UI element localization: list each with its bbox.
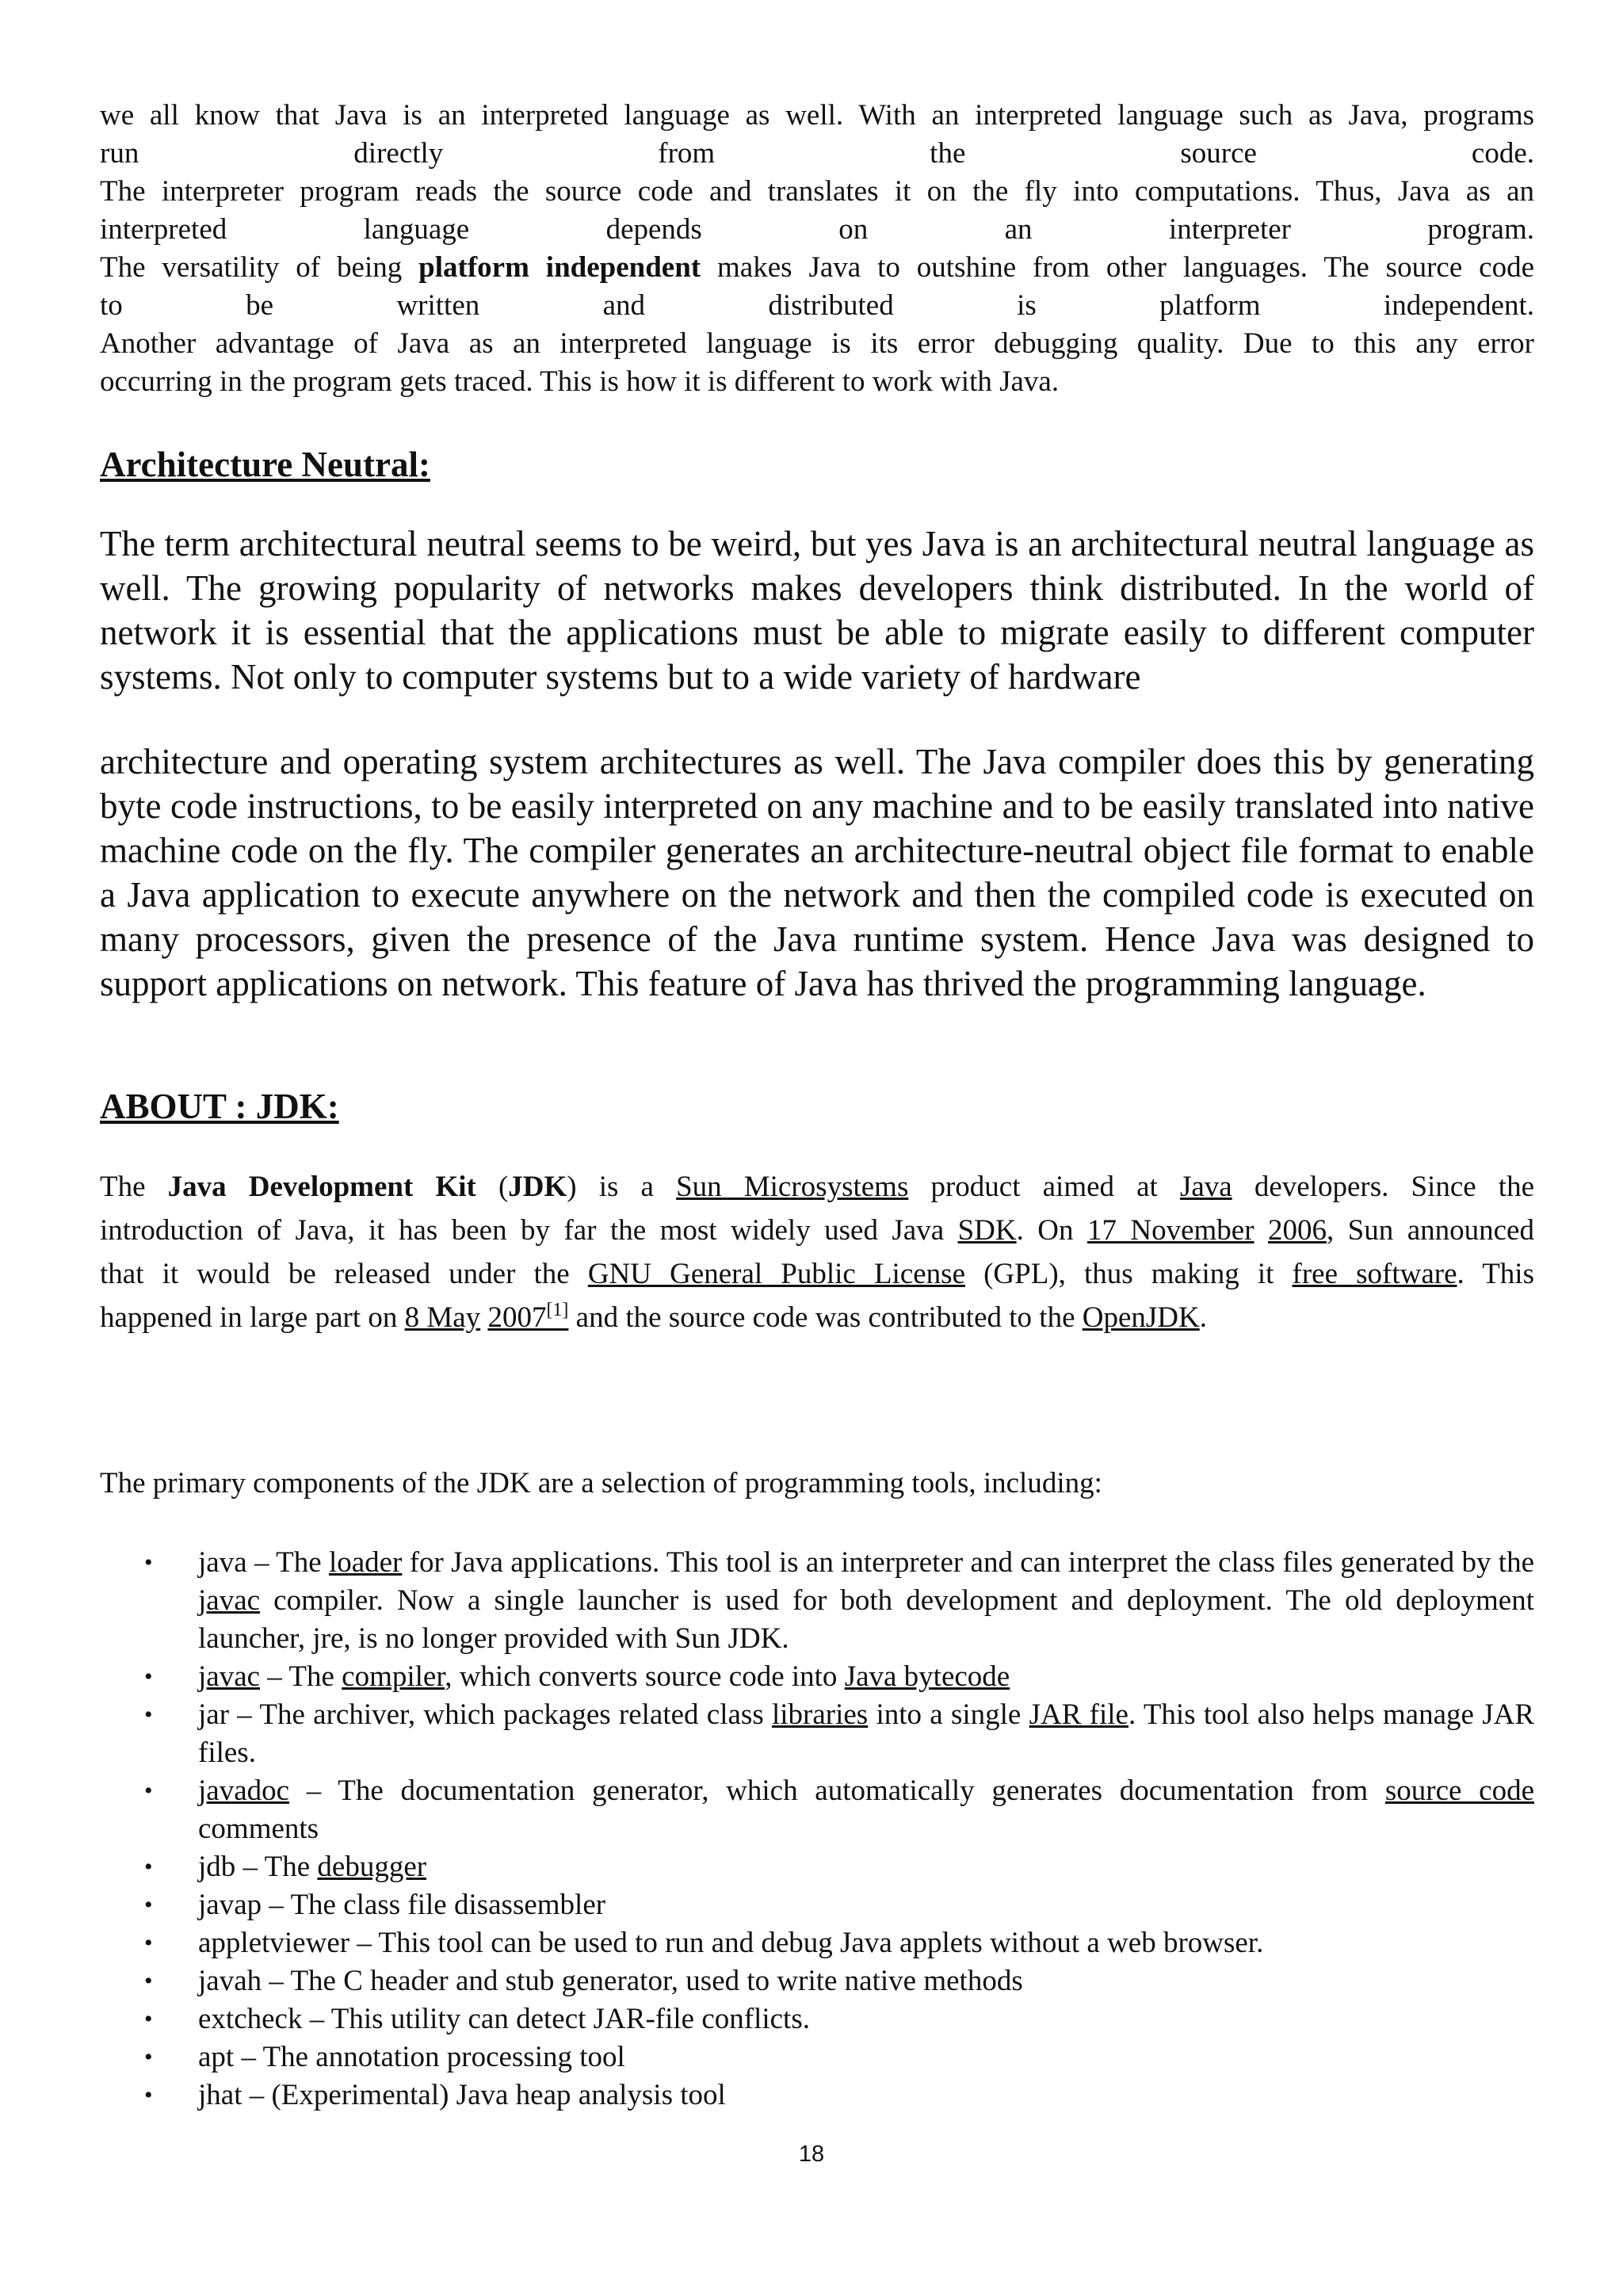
item-text: java – The bbox=[198, 1546, 329, 1579]
item-text: javah – The C header and stub generator, used to write native methods bbox=[198, 1965, 1023, 1997]
jdk-text: and the source code was contributed to the bbox=[568, 1301, 1083, 1334]
javac-link[interactable]: javac bbox=[198, 1584, 261, 1617]
jdk-text: . bbox=[1199, 1301, 1207, 1334]
jdk-bold-abbr: JDK bbox=[508, 1171, 567, 1203]
java-bytecode-link[interactable]: Java bytecode bbox=[844, 1660, 1010, 1693]
item-text: apt – The annotation processing tool bbox=[198, 2041, 625, 2073]
primary-components-text: The primary components of the JDK are a selection of programming tools, including: bbox=[100, 1467, 1102, 1499]
list-item-extcheck bbox=[100, 2000, 1534, 2038]
sun-microsystems-link[interactable]: Sun Microsystems bbox=[676, 1171, 909, 1203]
javadoc-link[interactable]: javadoc bbox=[198, 1775, 290, 1807]
intro-line-6: to be written and distributed is platform independent. bbox=[100, 289, 1534, 322]
bullet-icon: • bbox=[144, 1968, 153, 1994]
item-text: – The documentation generator, which automatically generates documentation from bbox=[289, 1775, 1385, 1807]
jdk-line-3 bbox=[100, 1252, 1534, 1296]
sdk-link[interactable]: SDK bbox=[957, 1214, 1017, 1247]
jdk-text: (GPL), thus making it bbox=[965, 1258, 1293, 1290]
reference-1[interactable]: [1] bbox=[546, 1300, 569, 1320]
intro-line-5 bbox=[100, 249, 1534, 287]
2006-link[interactable]: 2006 bbox=[1268, 1214, 1327, 1247]
item-text: into a single bbox=[868, 1698, 1029, 1731]
bullet-icon: • bbox=[144, 1664, 153, 1690]
java-link[interactable]: Java bbox=[1179, 1171, 1232, 1203]
item-text: javap – The class file disassembler bbox=[198, 1889, 606, 1921]
debugger-link[interactable]: debugger bbox=[317, 1851, 427, 1883]
list-item-javadoc bbox=[100, 1772, 1534, 1848]
gnu-gpl-link[interactable]: GNU General Public License bbox=[587, 1258, 965, 1290]
architecture-paragraph-2: architecture and operating system architectures as well. The Java compiler does this by generating byte code instructions, to be easily interpreted on any machine and to be easily translated into native machine code on the fly. The compiler generates an architecture-neutral object file format to enable a Java application to execute anywhere on the network and then the compiled code is executed on many processors, given the presence of the Java runtime system. Hence Java was designed to support applications on network. This feature of Java has thrived the programming language. bbox=[100, 742, 1534, 1003]
jdk-text: . On bbox=[1016, 1214, 1087, 1247]
tools-list bbox=[100, 1544, 1534, 2115]
item-text: jar – The archiver, which packages related class bbox=[198, 1698, 772, 1731]
item-text: . This tool also helps manage JAR files. bbox=[198, 1698, 1534, 1769]
jdk-text: that it would be released under the bbox=[100, 1258, 588, 1290]
bullet-icon: • bbox=[144, 1702, 153, 1728]
item-text: compiler. Now a single launcher is used for both development and deployment. The old deployment launcher, jre, is no longer provided with Sun JDK. bbox=[198, 1584, 1534, 1655]
jdk-text: The bbox=[100, 1171, 168, 1203]
list-item-java bbox=[100, 1544, 1534, 1658]
platform-independent-bold: platform independent bbox=[418, 251, 701, 284]
free-software-link[interactable]: free software bbox=[1292, 1258, 1457, 1290]
intro-paragraph bbox=[100, 97, 1534, 401]
item-text: for Java applications. This tool is an interpreter and can interpret the class files generated by the bbox=[402, 1546, 1534, 1579]
jdk-text bbox=[1254, 1214, 1268, 1247]
bullet-icon: • bbox=[144, 1549, 153, 1576]
openjdk-link[interactable]: OpenJDK bbox=[1082, 1301, 1200, 1334]
about-jdk-heading: ABOUT : JDK: bbox=[100, 1087, 339, 1126]
item-text: extcheck – This utility can detect JAR-file conflicts. bbox=[198, 2003, 810, 2035]
compiler-link[interactable]: compiler bbox=[342, 1660, 445, 1693]
intro-line-8: occurring in the program gets traced. This is how it is different to work with Java. bbox=[100, 365, 1060, 398]
source-code-link[interactable]: source code bbox=[1384, 1775, 1534, 1807]
item-text: – The bbox=[260, 1660, 342, 1693]
list-item-javac bbox=[100, 1658, 1534, 1696]
jdk-line-2 bbox=[100, 1209, 1534, 1252]
intro-line-2: run directly from the source code. bbox=[100, 137, 1534, 170]
list-item-apt bbox=[100, 2038, 1534, 2076]
list-item-javah bbox=[100, 1962, 1534, 2000]
architecture-neutral-heading: Architecture Neutral: bbox=[100, 445, 430, 484]
jdk-text: . This bbox=[1457, 1258, 1534, 1290]
jdk-text: ) is a bbox=[567, 1171, 677, 1203]
item-text: jdb – The bbox=[198, 1851, 318, 1883]
list-item-jdb bbox=[100, 1848, 1534, 1886]
8-may-link[interactable]: 8 May bbox=[404, 1301, 481, 1334]
javac-name-link[interactable]: javac bbox=[198, 1660, 261, 1693]
jar-file-link[interactable]: JAR file bbox=[1029, 1698, 1128, 1731]
jdk-text: introduction of Java, it has been by far the most widely used Java bbox=[100, 1214, 958, 1247]
jdk-text: ( bbox=[475, 1171, 509, 1203]
jdk-line-4 bbox=[100, 1296, 1534, 1339]
2007-link[interactable] bbox=[487, 1301, 568, 1334]
bullet-icon: • bbox=[144, 2044, 153, 2070]
jdk-line-1 bbox=[100, 1165, 1534, 1209]
intro-line-4: interpreted language depends on an interpreter program. bbox=[100, 213, 1534, 246]
2007-text: 2007 bbox=[487, 1301, 547, 1334]
bullet-icon: • bbox=[144, 1930, 153, 1956]
page-number: 18 bbox=[798, 2141, 825, 2167]
jdk-text: developers. Since the bbox=[1232, 1171, 1534, 1203]
jdk-text: product aimed at bbox=[908, 1171, 1180, 1203]
jdk-text: happened in large part on bbox=[100, 1301, 405, 1334]
bullet-icon: • bbox=[144, 1778, 153, 1804]
list-item-javap bbox=[100, 1886, 1534, 1924]
jdk-text: , Sun announced bbox=[1327, 1214, 1534, 1247]
intro-line-7: Another advantage of Java as an interpreted language is its error debugging quality. Due to this any error bbox=[100, 327, 1534, 360]
intro-line-3: The interpreter program reads the source code and translates it on the fly into computations. Thus, Java as an bbox=[100, 175, 1534, 208]
architecture-paragraph-1: The term architectural neutral seems to be weird, but yes Java is an architectural neutral language as well. The growing popularity of networks makes developers think distributed. In the world of network it is essential that the applications must be able to migrate easily to different computer systems. Not only to computer systems but to a wide variety of hardware bbox=[100, 524, 1534, 697]
17-november-link[interactable]: 17 November bbox=[1086, 1214, 1254, 1247]
libraries-link[interactable]: libraries bbox=[771, 1698, 869, 1731]
intro-line-5-post: makes Java to outshine from other languages. The source code bbox=[701, 251, 1534, 284]
loader-link[interactable]: loader bbox=[328, 1546, 403, 1579]
list-item-jhat bbox=[100, 2076, 1534, 2115]
list-item-appletviewer bbox=[100, 1924, 1534, 1962]
bullet-icon: • bbox=[144, 2082, 153, 2108]
intro-line-5-pre: The versatility of being bbox=[100, 251, 419, 284]
intro-line-1: we all know that Java is an interpreted language as well. With an interpreted language such as Java, programs bbox=[100, 99, 1534, 132]
bullet-icon: • bbox=[144, 1892, 153, 1918]
item-text: jhat – (Experimental) Java heap analysis tool bbox=[198, 2079, 726, 2111]
jdk-paragraph bbox=[100, 1165, 1534, 1339]
item-text: comments bbox=[198, 1813, 319, 1845]
list-item-jar bbox=[100, 1696, 1534, 1772]
bullet-icon: • bbox=[144, 1854, 153, 1880]
bullet-icon: • bbox=[144, 2006, 153, 2032]
item-text: appletviewer – This tool can be used to run and debug Java applets without a web browser. bbox=[198, 1927, 1264, 1959]
item-text: , which converts source code into bbox=[445, 1660, 845, 1693]
jdk-bold-name: Java Development Kit bbox=[167, 1171, 476, 1203]
